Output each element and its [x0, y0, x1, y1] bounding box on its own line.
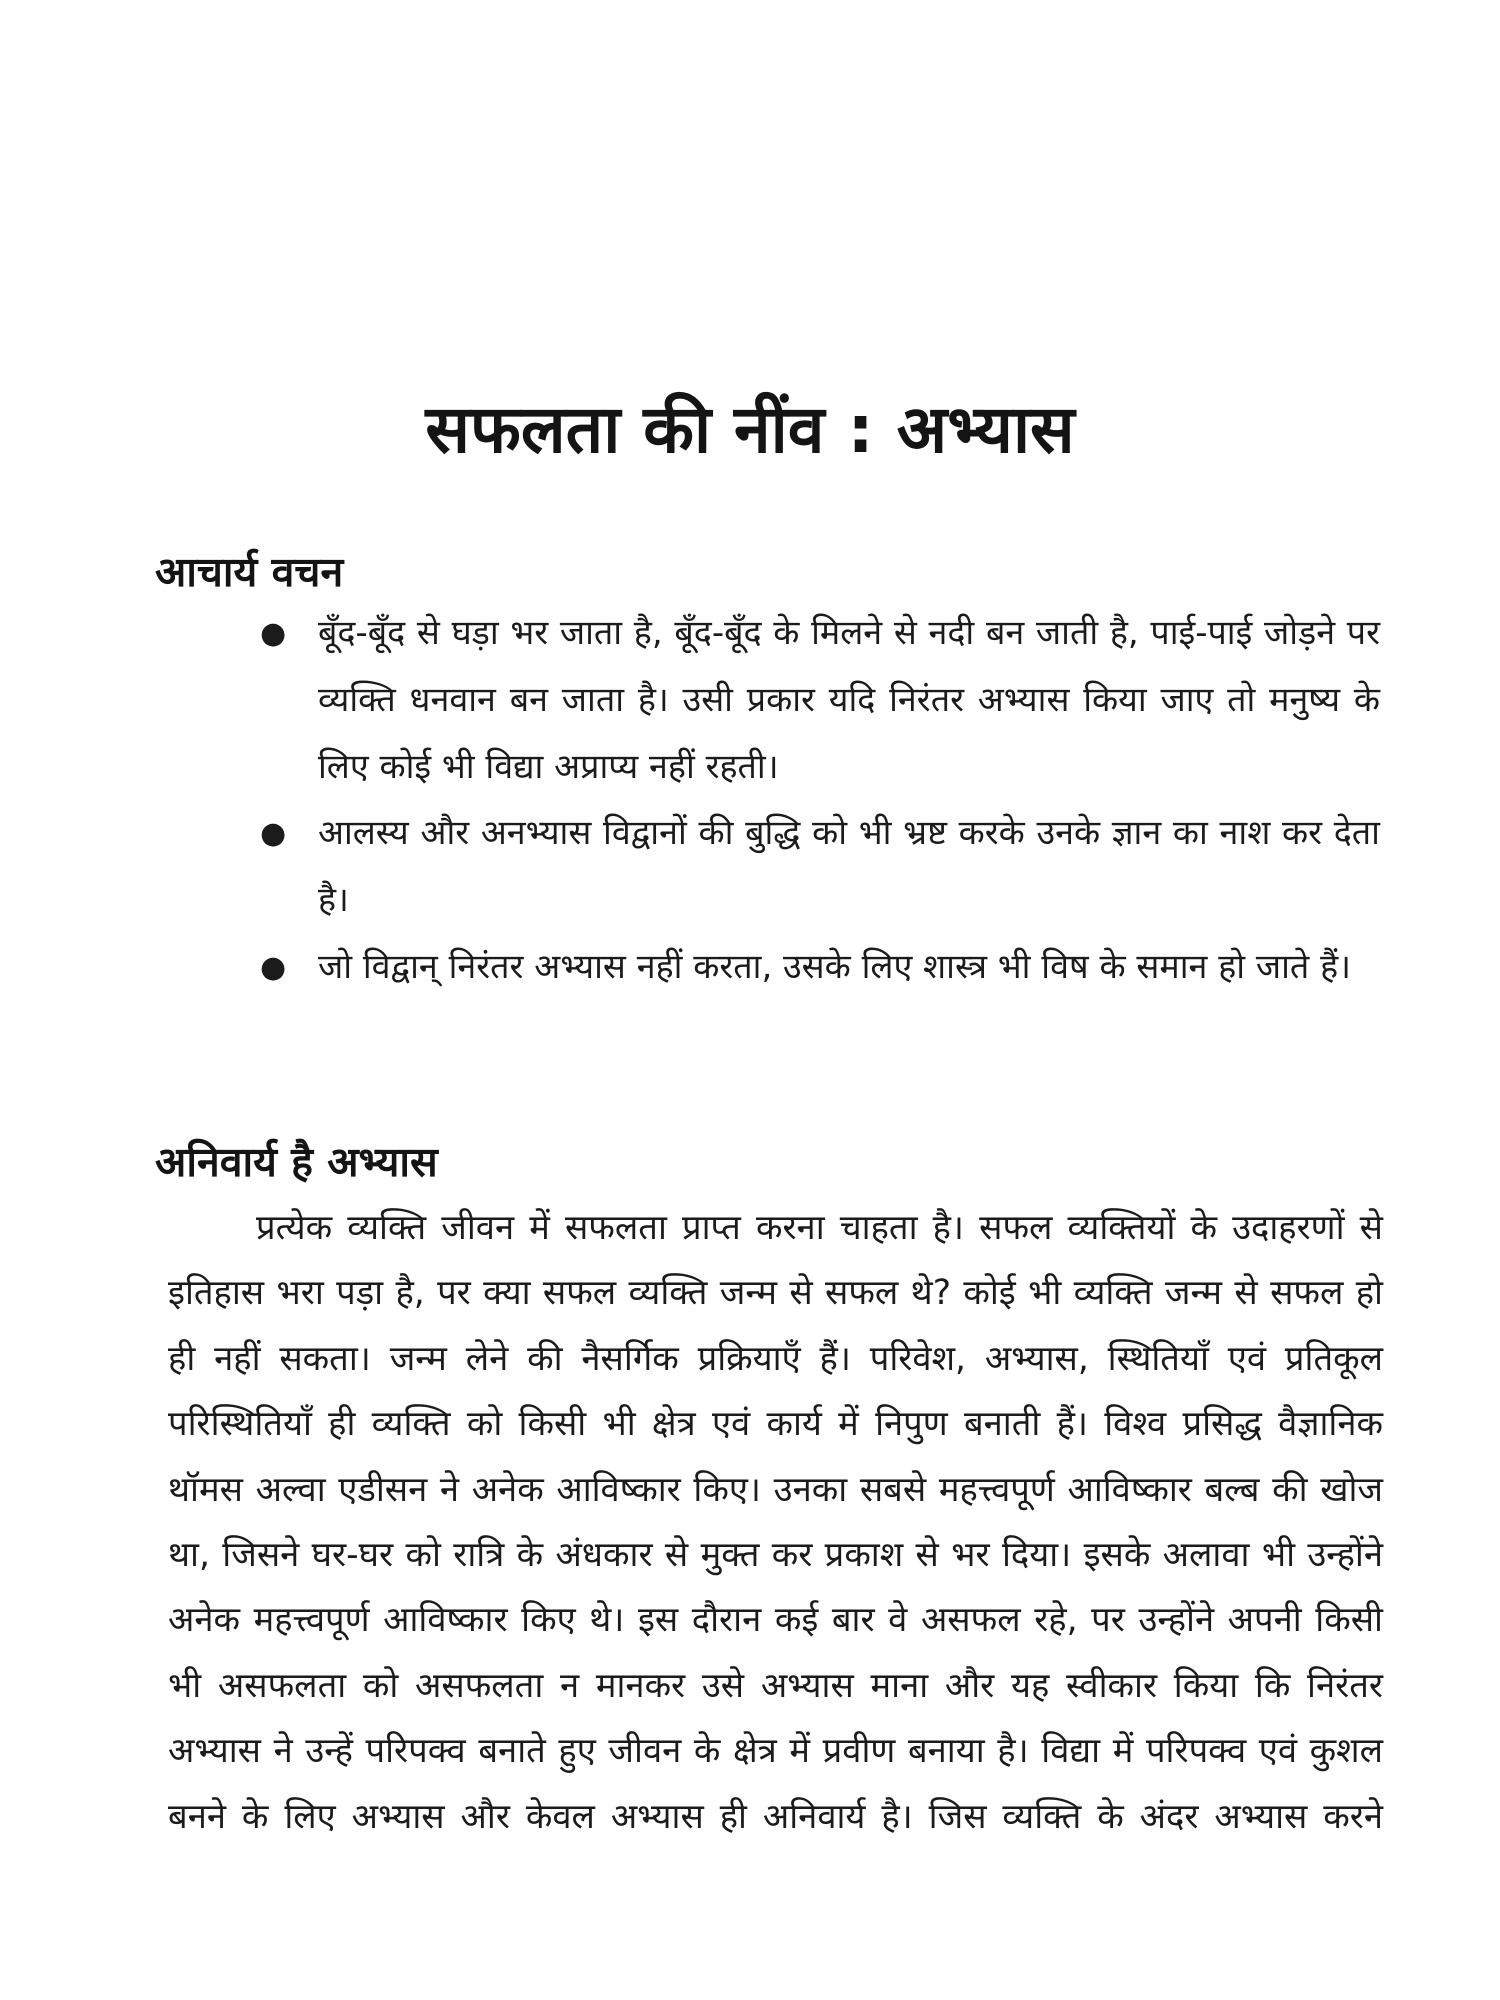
chapter-title: सफलता की नींव : अभ्यास — [425, 391, 1075, 468]
quote-text: बूँद-बूँद से घड़ा भर जाता है, बूँद-बूँद के मिलने से नदी बन जाती है, पाई-पाई जोड़ने पर व्यक्ति धनवान बन जाता है। उसी प्रकार यदि निरंतर अभ्यास किया जाए तो मनुष्य के लिए कोई भी विद्या अप्राप्य नहीं रहती। — [318, 613, 1380, 787]
body-paragraph: प्रत्येक व्यक्ति जीवन में सफलता प्राप्त करना चाहता है। सफल व्यक्तियों के उदाहरणों से इतिहास भरा पड़ा है, पर क्या सफल व्यक्ति जन्म से सफल थे? कोई भी व्यक्ति जन्म से सफल हो ही नहीं सकता। जन्म लेने की नैसर्गिक प्रक्रियाएँ हैं। परिवेश, अभ्यास, स्थितियाँ एवं प्रतिकूल परिस्थितियाँ ही व्यक्ति को किसी भी क्षेत्र एवं कार्य में निपुण बनाती हैं। विश्व प्रसिद्ध वैज्ञानिक थॉमस अल्वा एडीसन ने अनेक आविष्कार किए। उनका सबसे महत्त्वपूर्ण आविष्कार बल्ब की खोज था, जिसने घर-घर को रात्रि के अंधकार से मुक्त कर प्रकाश से भर दिया। इसके अलावा भी उन्होंने अनेक महत्त्वपूर्ण आविष्कार किए थे। इस दौरान कई बार वे असफल रहे, पर उन्होंने अपनी किसी भी असफलता को असफलता न मानकर उसे अभ्यास माना और यह स्वीकार किया कि निरंतर अभ्यास ने उन्हें परिपक्व बनाते हुए जीवन के क्षेत्र में प्रवीण बनाया है। विद्या में परिपक्व एवं कुशल बनने के लिए अभ्यास और केवल अभ्यास ही अनिवार्य है। जिस व्यक्ति के अंदर अभ्यास करने — [168, 1208, 1383, 1837]
bullet-icon: ● — [260, 816, 287, 851]
quote-item — [260, 934, 1380, 1001]
quote-text: आलस्य और अनभ्यास विद्वानों की बुद्धि को भी भ्रष्ट करके उनके ज्ञान का नाश कर देता है। — [318, 813, 1380, 920]
bullet-icon: ● — [260, 950, 287, 985]
bullet-icon: ● — [260, 616, 287, 651]
quote-item — [260, 800, 1380, 934]
section-heading-practice: अनिवार्य है अभ्यास — [155, 1138, 438, 1186]
section-heading-quotes: आचार्य वचन — [155, 548, 344, 596]
quote-item — [260, 600, 1380, 801]
quote-text: जो विद्वान् निरंतर अभ्यास नहीं करता, उसके लिए शास्त्र भी विष के समान हो जाते हैं। — [318, 947, 1352, 987]
